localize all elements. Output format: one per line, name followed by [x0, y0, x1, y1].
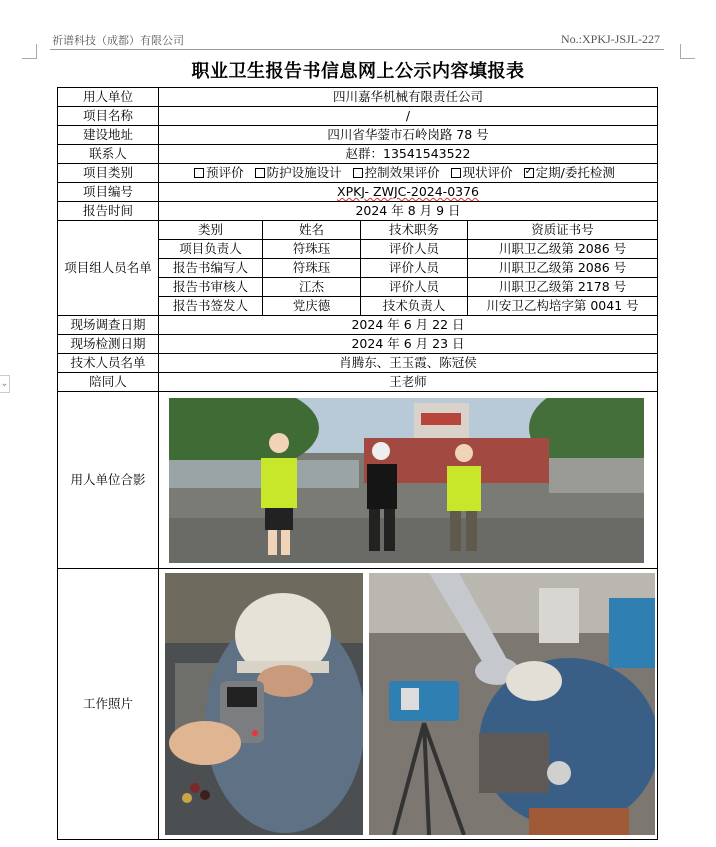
document-number: No.:XPKJ-JSJL-227 [560, 32, 660, 46]
checkbox-icon[interactable] [353, 168, 363, 178]
page-title: 职业卫生报告书信息网上公示内容填报表 [191, 61, 525, 82]
team-header-row [58, 221, 658, 240]
group-photo-image [169, 398, 644, 563]
label-report-date: 报告时间 [58, 202, 159, 221]
value-contact: 赵群：13541543522 [159, 145, 658, 164]
team-header-cert: 资质证书号 [468, 221, 658, 240]
row-project-name [58, 107, 658, 126]
value-report-date: 2024 年 8 月 9 日 [159, 202, 658, 221]
checkbox-checked-icon[interactable] [524, 168, 534, 178]
group-photo [169, 398, 644, 563]
row-technicians [58, 354, 658, 373]
team-title: 评价人员 [361, 259, 468, 278]
team-name: 符珠珏 [263, 240, 361, 259]
checkbox-icon[interactable] [255, 168, 265, 178]
label-address: 建设地址 [58, 126, 159, 145]
work-photo-2 [369, 573, 655, 835]
label-work-photos: 工作照片 [58, 569, 159, 840]
option-control-effect[interactable]: 控制效果评价 [353, 165, 440, 180]
team-role: 报告书编写人 [159, 259, 263, 278]
row-employer [58, 88, 658, 107]
team-role: 项目负责人 [159, 240, 263, 259]
value-employer: 四川嘉华机械有限责任公司 [159, 88, 658, 107]
label-survey-date: 现场调查日期 [58, 316, 159, 335]
project-type-options [159, 164, 658, 183]
team-name: 党庆德 [263, 297, 361, 316]
value-project-no [159, 183, 658, 202]
value-survey-date: 2024 年 6 月 22 日 [159, 316, 658, 335]
label-team: 项目组人员名单 [58, 221, 159, 316]
expand-chevron-icon[interactable]: ⌄ [0, 375, 10, 393]
header-rule [50, 49, 664, 50]
team-header-role: 类别 [159, 221, 263, 240]
team-header-name: 姓名 [263, 221, 361, 240]
team-title: 评价人员 [361, 240, 468, 259]
label-project-no: 项目编号 [58, 183, 159, 202]
row-address [58, 126, 658, 145]
value-address: 四川省华蓥市石岭岗路 78 号 [159, 126, 658, 145]
row-contact [58, 145, 658, 164]
work-photos [159, 569, 657, 839]
row-report-date [58, 202, 658, 221]
label-project-name: 项目名称 [58, 107, 159, 126]
option-periodic-testing[interactable]: ✓ 定期/委托检测 [524, 165, 615, 180]
value-test-date: 2024 年 6 月 23 日 [159, 335, 658, 354]
team-name: 符珠珏 [263, 259, 361, 278]
value-technicians: 肖腾东、王玉霞、陈冠侯 [159, 354, 658, 373]
team-role: 报告书审核人 [159, 278, 263, 297]
group-photo-cell [159, 392, 658, 569]
checkbox-icon[interactable] [194, 168, 204, 178]
team-cert: 川职卫乙级第 2086 号 [468, 240, 658, 259]
row-project-no [58, 183, 658, 202]
value-escort: 王老师 [159, 373, 658, 392]
row-project-type [58, 164, 658, 183]
label-contact: 联系人 [58, 145, 159, 164]
option-status-evaluation[interactable]: 现状评价 [451, 165, 513, 180]
label-project-type: 项目类别 [58, 164, 159, 183]
work-photo-2-image [369, 573, 655, 835]
team-header-title: 技术职务 [361, 221, 468, 240]
label-test-date: 现场检测日期 [58, 335, 159, 354]
form-table [57, 87, 658, 840]
team-cert: 川职卫乙级第 2086 号 [468, 259, 658, 278]
team-cert: 川安卫乙构培字第 0041 号 [468, 297, 658, 316]
team-cert: 川职卫乙级第 2178 号 [468, 278, 658, 297]
label-employer: 用人单位 [58, 88, 159, 107]
checkbox-icon[interactable] [451, 168, 461, 178]
row-escort [58, 373, 658, 392]
work-photo-1 [165, 573, 363, 835]
row-work-photos [58, 569, 658, 840]
work-photos-cell [159, 569, 658, 840]
label-group-photo: 用人单位合影 [58, 392, 159, 569]
label-technicians: 技术人员名单 [58, 354, 159, 373]
row-test-date [58, 335, 658, 354]
team-title: 技术负责人 [361, 297, 468, 316]
team-title: 评价人员 [361, 278, 468, 297]
row-group-photo [58, 392, 658, 569]
value-project-name: / [159, 107, 658, 126]
team-role: 报告书签发人 [159, 297, 263, 316]
team-name: 江杰 [263, 278, 361, 297]
company-name: 祈谱科技（成都）有限公司 [52, 34, 184, 47]
label-escort: 陪同人 [58, 373, 159, 392]
option-pre-evaluation[interactable]: 预评价 [194, 165, 244, 180]
option-protection-design[interactable]: 防护设施设计 [255, 165, 342, 180]
work-photo-1-image [165, 573, 363, 835]
row-survey-date [58, 316, 658, 335]
project-no-text: XPKJ- ZWJC-2024-0376 [337, 184, 480, 199]
